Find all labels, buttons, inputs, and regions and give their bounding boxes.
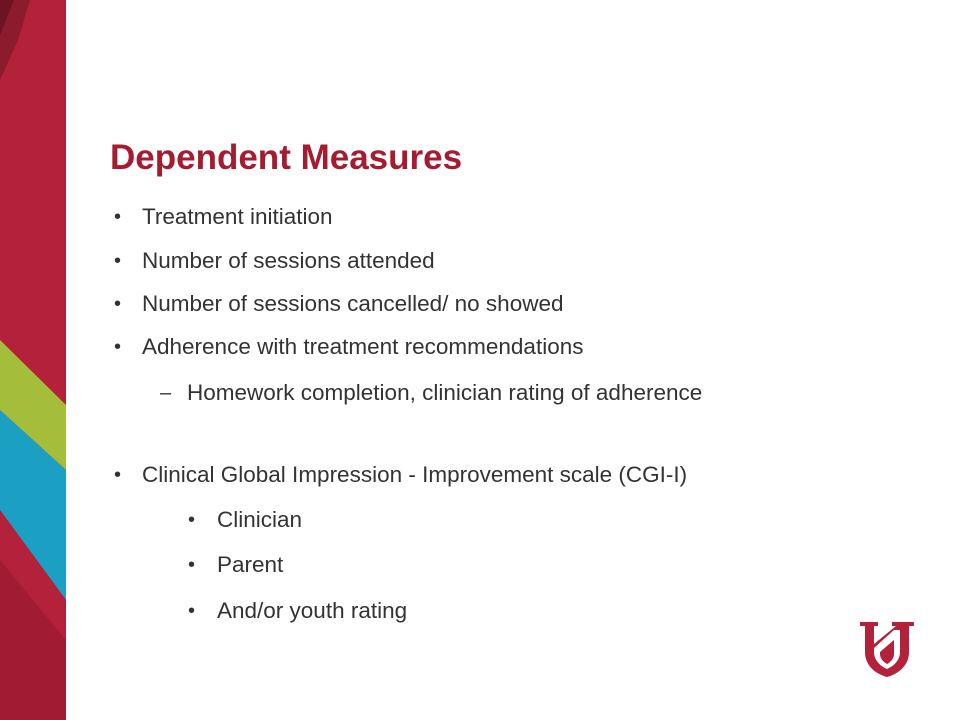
- bullet-icon: •: [188, 554, 196, 576]
- dash-icon: –: [160, 382, 172, 404]
- bullet-icon: •: [114, 206, 122, 228]
- bullet-icon: •: [114, 293, 122, 315]
- list-item-text: Adherence with treatment recommendations: [142, 334, 584, 359]
- bullet-icon: •: [188, 509, 196, 531]
- bullet-icon: •: [114, 336, 122, 358]
- sub-sub-list-item-text: And/or youth rating: [217, 598, 408, 623]
- sub-sub-list-item-text: Parent: [217, 552, 284, 577]
- list-item-text: Clinical Global Impression - Improvement scale (CGI-I): [142, 462, 688, 487]
- bullet-icon: •: [114, 464, 122, 486]
- sidebar-graphic: [0, 0, 66, 720]
- list-item-text: Treatment initiation: [142, 204, 333, 229]
- list-item-text: Number of sessions attended: [142, 248, 435, 273]
- sub-list-item-text: Homework completion, clinician rating of adherence: [187, 380, 703, 405]
- university-logo-icon: [858, 618, 916, 678]
- list-item-text: Number of sessions cancelled/ no showed: [142, 291, 564, 316]
- slide-title: Dependent Measures: [110, 138, 463, 177]
- bullet-icon: •: [188, 600, 196, 622]
- sub-sub-list-item-text: Clinician: [217, 507, 303, 532]
- decorative-sidebar: [0, 0, 66, 720]
- bullet-icon: •: [114, 250, 122, 272]
